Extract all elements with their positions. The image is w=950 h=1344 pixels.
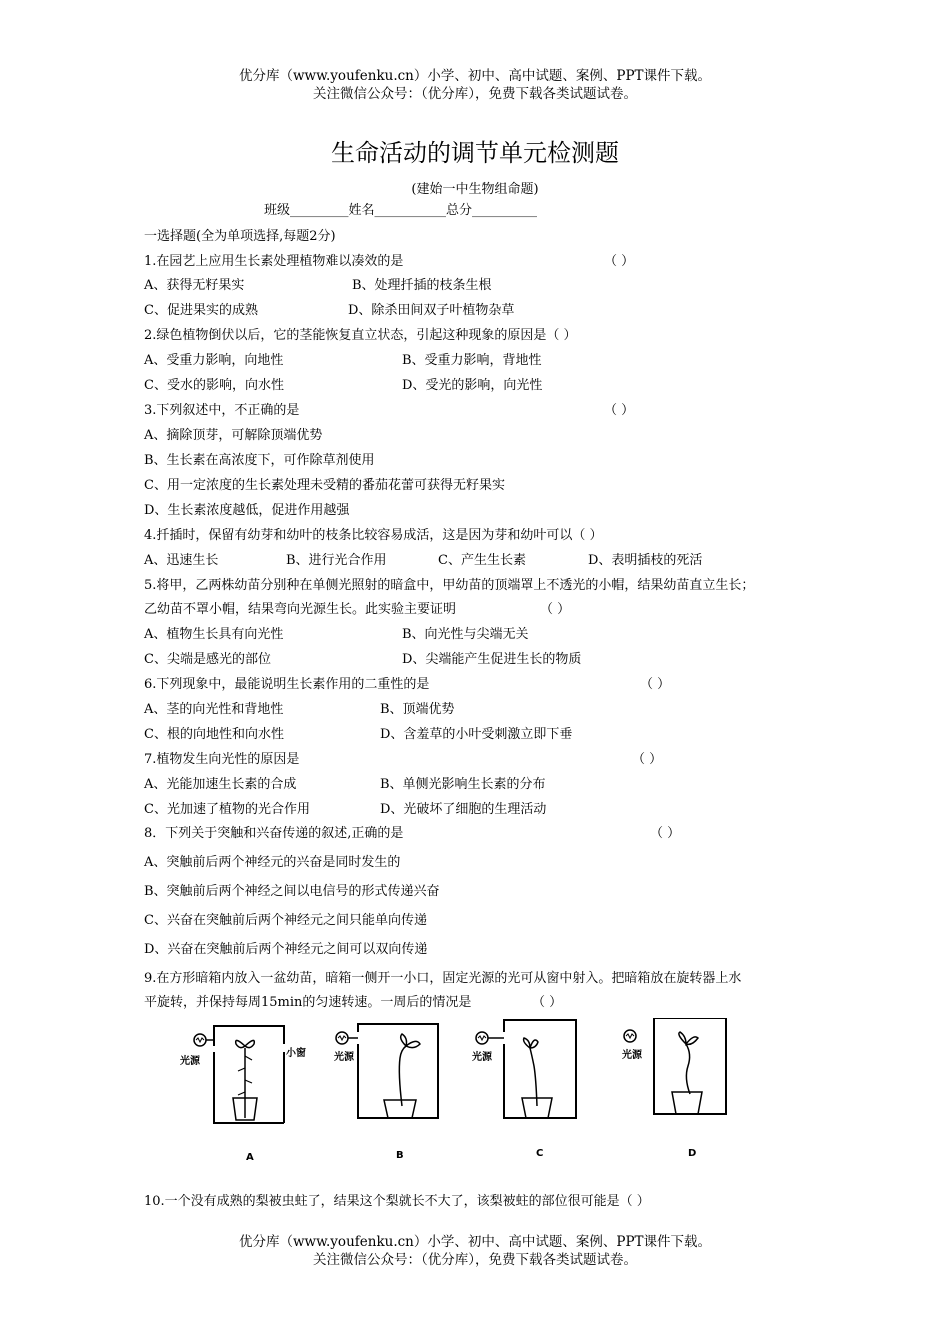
q5-stem-line-1: 5.将甲，乙两株幼苗分别种在单侧光照射的暗盒中，甲幼苗的顶端罩上不透光的小帽，结果幼苗直立生长； <box>144 578 755 593</box>
light-source-label-d: 光源 <box>622 1050 642 1061</box>
header-line-2: 关注微信公众号：（优分库），免费下载各类试题试卷。 <box>313 86 637 102</box>
q2-option-c: C、受水的影响，向水性 <box>144 378 284 393</box>
section-heading: 一选择题(全为单项选择,每题2分) <box>144 229 336 244</box>
small-window-label: 小窗 <box>286 1048 306 1059</box>
q10-stem: 10.一个没有成熟的梨被虫蛀了，结果这个梨就长不大了，该梨被蛀的部位很可能是（ ） <box>144 1194 650 1209</box>
q5-option-b: B、向光性与尖端无关 <box>402 627 529 642</box>
q2-option-a: A、受重力影响，向地性 <box>144 353 284 368</box>
q7-answer-blank: （ ） <box>632 752 663 767</box>
q7-option-c: C、光加速了植物的光合作用 <box>144 802 310 817</box>
q3-answer-blank: （ ） <box>604 403 635 418</box>
q1-answer-blank: （ ） <box>604 254 635 269</box>
q8-option-c: C、兴奋在突触前后两个神经元之间只能单向传递 <box>144 913 427 928</box>
q8-option-d: D、兴奋在突触前后两个神经元之间可以双向传递 <box>144 942 428 957</box>
q6-stem: 6.下列现象中，最能说明生长素作用的二重性的是 <box>144 677 430 692</box>
panel-a <box>194 1026 284 1123</box>
light-source-label-a: 光源 <box>180 1056 200 1067</box>
q4-option-a: A、迅速生长 <box>144 553 219 568</box>
q9-stem-line-2: 平旋转，并保持每周15min的匀速转速。一周后的情况是 <box>144 995 472 1010</box>
panel-b <box>336 1024 438 1118</box>
q4-option-d: D、表明插枝的死活 <box>588 553 703 568</box>
q5-option-d: D、尖端能产生促进生长的物质 <box>402 652 582 667</box>
q6-answer-blank: （ ） <box>640 677 671 692</box>
q8-option-a: A、突触前后两个神经元的兴奋是同时发生的 <box>144 855 401 870</box>
panel-c <box>476 1020 576 1118</box>
q3-option-a: A、摘除顶芽，可解除顶端优势 <box>144 428 323 443</box>
q5-option-c: C、尖端是感光的部位 <box>144 652 271 667</box>
footer-line-1: 优分库（www.youfenku.cn）小学、初中、高中试题、案例、PPT课件下载。 <box>238 1234 712 1250</box>
q3-stem: 3.下列叙述中，不正确的是 <box>144 403 300 418</box>
q9-stem-line-1: 9.在方形暗箱内放入一盆幼苗，暗箱一侧开一小口，固定光源的光可从窗中射入。把暗箱放在旋转器上水 <box>144 971 742 986</box>
q5-stem-line-2: 乙幼苗不罩小帽，结果弯向光源生长。此实验主要证明 <box>144 602 457 617</box>
q2-stem: 2.绿色植物倒伏以后，它的茎能恢复直立状态，引起这种现象的原因是（ ） <box>144 328 577 343</box>
q7-option-d: D、光破坏了细胞的生理活动 <box>380 802 547 817</box>
q8-option-b: B、突触前后两个神经之间以电信号的形式传递兴奋 <box>144 884 440 899</box>
q9-figure-svg <box>170 1018 730 1168</box>
q4-option-c: C、产生生长素 <box>438 553 526 568</box>
q6-option-c: C、根的向地性和向水性 <box>144 727 284 742</box>
q9-figure <box>170 1018 730 1168</box>
panel-label-c: C <box>536 1148 544 1159</box>
q3-option-b: B、生长素在高浓度下，可作除草剂使用 <box>144 453 375 468</box>
panel-label-a: A <box>246 1152 254 1163</box>
page-title: 生命活动的调节单元检测题 <box>331 139 619 167</box>
q1-option-a: A、获得无籽果实 <box>144 278 245 293</box>
q6-option-a: A、茎的向光性和背地性 <box>144 702 284 717</box>
header-line-1: 优分库（www.youfenku.cn）小学、初中、高中试题、案例、PPT课件下载。 <box>238 68 712 84</box>
q8-stem: 8．下列关于突触和兴奋传递的叙述,正确的是 <box>144 826 404 841</box>
q9-answer-blank: （ ） <box>532 995 563 1010</box>
q1-option-d: D、除杀田间双子叶植物杂草 <box>348 303 515 318</box>
panel-label-d: D <box>688 1148 697 1159</box>
q6-option-b: B、顶端优势 <box>380 702 455 717</box>
q7-option-a: A、光能加速生长素的合成 <box>144 777 297 792</box>
q4-option-b: B、进行光合作用 <box>286 553 387 568</box>
panel-label-b: B <box>396 1150 404 1161</box>
q7-stem: 7.植物发生向光性的原因是 <box>144 752 300 767</box>
q3-option-c: C、用一定浓度的生长素处理未受精的番茄花蕾可获得无籽果实 <box>144 478 505 493</box>
q3-option-d: D、生长素浓度越低，促进作用越强 <box>144 503 350 518</box>
q5-option-a: A、植物生长具有向光性 <box>144 627 284 642</box>
light-source-label-b: 光源 <box>334 1052 354 1063</box>
student-info-line: 班级_________姓名___________总分__________ <box>264 203 538 218</box>
q2-option-b: B、受重力影响，背地性 <box>402 353 542 368</box>
q8-answer-blank: （ ） <box>650 826 681 841</box>
panel-d <box>624 1018 726 1114</box>
q5-answer-blank: （ ） <box>540 602 571 617</box>
q6-option-d: D、含羞草的小叶受刺激立即下垂 <box>380 727 573 742</box>
q4-stem: 4.扦插时，保留有幼芽和幼叶的枝条比较容易成活，这是因为芽和幼叶可以（ ） <box>144 528 603 543</box>
q2-option-d: D、受光的影响，向光性 <box>402 378 543 393</box>
page-subtitle: (建始一中生物组命题) <box>411 182 539 197</box>
q1-option-b: B、处理扦插的枝条生根 <box>352 278 492 293</box>
q1-stem: 1.在园艺上应用生长素处理植物难以凑效的是 <box>144 254 404 269</box>
q1-option-c: C、促进果实的成熟 <box>144 303 258 318</box>
footer-line-2: 关注微信公众号：（优分库），免费下载各类试题试卷。 <box>313 1252 637 1268</box>
q7-option-b: B、单侧光影响生长素的分布 <box>380 777 546 792</box>
light-source-label-c: 光源 <box>472 1052 492 1063</box>
